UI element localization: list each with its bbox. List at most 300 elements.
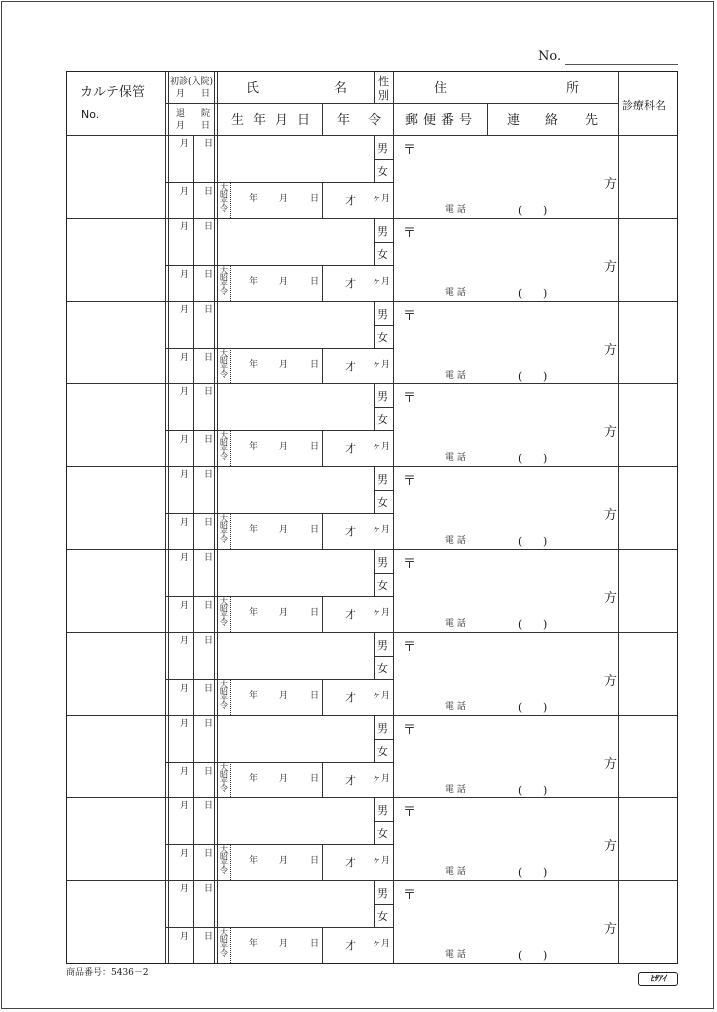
era-option[interactable]: 平: [220, 859, 228, 869]
row-sex-col-left: [374, 632, 375, 679]
table-row: [67, 383, 677, 466]
first-visit-month: 月: [180, 553, 190, 563]
phone-label: 電 話: [445, 701, 466, 712]
row-sex-col-left: [374, 466, 375, 513]
header-divider-address: [393, 103, 618, 104]
era-option[interactable]: 大: [220, 762, 228, 772]
discharge-day: 日: [204, 518, 214, 529]
age-years-unit: 才: [345, 856, 356, 870]
phone-paren-close: ): [543, 618, 548, 631]
address-header-2: 所: [566, 81, 580, 96]
postal-mark: 〒: [403, 308, 417, 324]
address-header-1: 住: [434, 81, 448, 96]
discharge-day-label: 日: [201, 121, 211, 131]
age-months-unit: ヶ月: [372, 608, 391, 618]
birth-month-unit: 月: [279, 525, 289, 536]
era-option[interactable]: 平: [220, 279, 228, 289]
age-years-unit: 才: [345, 525, 356, 539]
era-option[interactable]: 令: [220, 700, 228, 710]
discharge-day: 日: [204, 849, 214, 860]
birth-year-unit: 年: [249, 194, 259, 204]
row-sex-divider: [374, 739, 393, 740]
era-option[interactable]: 令: [220, 949, 228, 959]
row-sex-divider: [374, 821, 393, 822]
phone-paren-close: ): [543, 866, 548, 880]
era-option[interactable]: 昭: [220, 686, 228, 696]
sex-header-2: 別: [378, 89, 389, 102]
row-sex-col-left: [374, 880, 375, 927]
era-option[interactable]: 平: [220, 528, 228, 538]
era-option[interactable]: 昭: [220, 438, 228, 448]
birth-day-unit: 日: [310, 608, 320, 618]
age-months-unit: ヶ月: [372, 856, 391, 867]
first-visit-day: 日: [204, 470, 214, 481]
first-visit-day: 日: [204, 387, 214, 398]
first-visit-month: 月: [180, 635, 190, 646]
era-option[interactable]: 令: [220, 369, 228, 379]
birth-year-unit: 年: [249, 608, 259, 618]
phone-paren-open: (: [518, 949, 523, 963]
discharge-day: 日: [204, 187, 214, 197]
birth-year-unit: 年: [249, 276, 259, 287]
first-visit-day: 日: [204, 884, 214, 895]
age-header-0: 年: [337, 113, 351, 128]
honorific-label: 方: [604, 756, 618, 772]
sex-male-option[interactable]: 男: [377, 473, 388, 487]
honorific-label: 方: [604, 591, 618, 606]
postal-mark: 〒: [403, 474, 417, 490]
contact-header-2: 先: [585, 113, 599, 128]
age-header-1: 令: [368, 113, 382, 128]
postal-mark: 〒: [403, 639, 417, 655]
age-years-unit: 才: [345, 608, 356, 621]
first-visit-month-label: 月: [176, 89, 186, 99]
sex-female-option[interactable]: 女: [377, 165, 388, 178]
era-option[interactable]: 昭: [220, 355, 228, 365]
era-option[interactable]: 令: [220, 535, 228, 545]
discharge-month: 月: [180, 352, 190, 363]
first-visit-month: 月: [180, 801, 190, 812]
contact-header-0: 連: [507, 113, 521, 128]
row-sex-divider: [374, 325, 393, 326]
first-visit-month: 月: [180, 139, 190, 149]
era-option[interactable]: 平: [220, 611, 228, 620]
row-sex-divider: [374, 242, 393, 243]
phone-label: 電 話: [445, 287, 466, 298]
honorific-label: 方: [604, 425, 618, 441]
discharge-month: 月: [180, 518, 190, 529]
sex-female-option[interactable]: 女: [377, 744, 388, 758]
birth-year-unit: 年: [249, 939, 259, 950]
first-visit-month: 月: [180, 221, 190, 232]
sex-male-option[interactable]: 男: [377, 804, 388, 818]
row-mid-divider: [165, 348, 393, 349]
name-header-1: 氏: [246, 81, 260, 96]
first-visit-day: 日: [204, 635, 214, 646]
birth-month-unit: 月: [279, 608, 289, 618]
birth-day-unit: 日: [310, 856, 320, 867]
first-visit-day: 日: [204, 718, 214, 729]
phone-label: 電 話: [445, 453, 466, 464]
sex-male-option[interactable]: 男: [377, 638, 388, 652]
header-divider-sex-right: [393, 72, 394, 103]
row-era-divider: [230, 265, 231, 301]
first-visit-month: 月: [180, 884, 190, 895]
discharge-month: 月: [180, 766, 190, 777]
name-header-2: 名: [334, 81, 348, 96]
header-divider-name: [217, 103, 393, 104]
chart-storage-label: カルテ保管: [80, 85, 146, 100]
age-years-unit: 才: [345, 276, 356, 290]
first-visit-month: 月: [180, 470, 190, 481]
honorific-label: 方: [604, 839, 618, 855]
era-option[interactable]: 大: [220, 431, 228, 441]
honorific-label: 方: [604, 508, 618, 524]
sex-female-option[interactable]: 女: [377, 827, 388, 841]
row-sex-divider: [374, 490, 393, 491]
first-visit-day: 日: [204, 139, 214, 149]
phone-paren-open: (: [518, 783, 523, 797]
phone-paren-close: ): [543, 700, 548, 714]
header-divider-contact: [487, 103, 488, 135]
age-years-unit: 才: [345, 442, 356, 456]
row-sex-divider: [374, 573, 393, 574]
birth-day-unit: 日: [310, 276, 320, 287]
row-sex-divider: [374, 407, 393, 408]
discharge-day: 日: [204, 601, 214, 611]
era-option[interactable]: 昭: [220, 604, 228, 613]
honorific-label: 方: [604, 342, 618, 358]
phone-paren-open: (: [518, 866, 523, 880]
row-mid-divider: [165, 679, 393, 680]
table-row: [67, 632, 677, 715]
table-row: [67, 301, 677, 384]
document-number-field[interactable]: [565, 64, 678, 65]
row-birth-divider: [322, 348, 323, 384]
postal-header-0: 郵: [405, 113, 419, 128]
phone-label: 電 話: [445, 950, 466, 961]
row-sex-col-left: [374, 715, 375, 762]
postal-mark: 〒: [403, 143, 417, 158]
row-era-divider: [230, 513, 231, 549]
sex-male-option[interactable]: 男: [377, 887, 388, 901]
row-era-divider: [230, 762, 231, 798]
phone-paren-close: ): [543, 783, 548, 797]
sex-female-option[interactable]: 女: [377, 496, 388, 510]
phone-label: 電 話: [445, 867, 466, 878]
brand-logo-text: ﾋｻｱｲ: [650, 974, 666, 983]
era-option[interactable]: 大: [220, 679, 228, 689]
age-months-unit: ヶ月: [372, 690, 391, 701]
row-birth-divider: [322, 513, 323, 549]
phone-paren-open: (: [518, 452, 523, 466]
era-option[interactable]: 昭: [220, 521, 228, 531]
table-row: [67, 466, 677, 549]
sex-male-option[interactable]: 男: [377, 721, 388, 735]
era-option[interactable]: 平: [220, 445, 228, 455]
sex-male-option[interactable]: 男: [377, 390, 388, 404]
postal-mark: 〒: [403, 888, 417, 904]
row-mid-divider: [165, 762, 393, 763]
era-option[interactable]: 大: [220, 845, 228, 855]
sex-female-option[interactable]: 女: [377, 413, 388, 427]
phone-paren-open: (: [518, 535, 523, 549]
row-birth-divider: [322, 430, 323, 466]
table-row: [67, 797, 677, 880]
era-options: [219, 267, 229, 295]
birth-year-unit: 年: [249, 525, 259, 536]
era-option[interactable]: 平: [220, 776, 228, 786]
age-months-unit: ヶ月: [372, 442, 391, 453]
row-sex-col-left: [374, 549, 375, 596]
era-option[interactable]: 大: [220, 597, 228, 606]
birth-year-unit: 年: [249, 773, 259, 784]
phone-label: 電 話: [445, 536, 466, 547]
birth-month-unit: 月: [279, 856, 289, 867]
sex-male-option[interactable]: 男: [377, 224, 388, 238]
discharge-label-left: 退: [176, 109, 186, 119]
phone-paren-close: ): [543, 452, 548, 466]
birth-month-unit: 月: [279, 359, 289, 370]
era-option[interactable]: 大: [220, 183, 228, 192]
first-visit-day-label: 日: [201, 89, 211, 99]
first-visit-label: 初診(入院): [170, 77, 214, 87]
birth-day-unit: 日: [310, 939, 320, 950]
era-option[interactable]: 昭: [220, 769, 228, 779]
birth-month-unit: 月: [279, 690, 289, 701]
era-option[interactable]: 昭: [220, 190, 228, 199]
sex-female-option[interactable]: 女: [377, 330, 388, 344]
age-years-unit: 才: [345, 773, 356, 787]
row-sex-col-left: [374, 301, 375, 348]
sex-male-option[interactable]: 男: [377, 307, 388, 321]
birth-month-unit: 月: [279, 442, 289, 453]
phone-label: 電 話: [445, 619, 466, 629]
sex-male-option[interactable]: 男: [377, 556, 388, 569]
phone-paren-close: ): [543, 535, 548, 549]
birth-day-unit: 日: [310, 690, 320, 701]
first-visit-month: 月: [180, 387, 190, 398]
age-years-unit: 才: [345, 194, 356, 207]
birth-year-unit: 年: [249, 442, 259, 453]
header-divider-age: [322, 103, 323, 135]
row-sex-divider: [374, 656, 393, 657]
first-visit-day: 日: [204, 553, 214, 563]
header-divider-sex-left: [374, 72, 375, 103]
era-option[interactable]: 昭: [220, 852, 228, 862]
era-options: [219, 350, 229, 378]
discharge-month: 月: [180, 849, 190, 860]
era-option[interactable]: 大: [220, 265, 228, 275]
document-number-label: No.: [538, 49, 562, 64]
era-option[interactable]: 令: [220, 783, 228, 793]
row-sex-col-left: [374, 135, 375, 182]
age-months-unit: ヶ月: [372, 359, 391, 370]
era-option[interactable]: 平: [220, 362, 228, 372]
birth-month-unit: 月: [279, 773, 289, 784]
row-birth-divider: [322, 182, 323, 218]
row-era-divider: [230, 182, 231, 218]
postal-mark: 〒: [403, 391, 417, 407]
era-option[interactable]: 令: [220, 866, 228, 876]
row-era-divider: [230, 844, 231, 880]
discharge-label-right: 院: [201, 109, 211, 119]
table-row: [67, 880, 677, 963]
sex-female-option[interactable]: 女: [377, 910, 388, 924]
age-years-unit: 才: [345, 690, 356, 704]
birth-month-unit: 月: [279, 276, 289, 287]
discharge-month: 月: [180, 601, 190, 611]
row-birth-divider: [322, 844, 323, 880]
era-options: [219, 929, 229, 957]
era-options: [219, 432, 229, 460]
sex-female-option[interactable]: 女: [377, 247, 388, 261]
row-mid-divider: [165, 844, 393, 845]
table-row: [67, 715, 677, 798]
row-era-divider: [230, 430, 231, 466]
discharge-day: 日: [204, 435, 214, 446]
birth-month-unit: 月: [279, 194, 289, 204]
birth-header-3: 日: [297, 113, 311, 128]
sex-header-1: 性: [378, 75, 389, 88]
birth-header-0: 生: [231, 113, 245, 128]
row-sex-col-left: [374, 797, 375, 844]
discharge-month: 月: [180, 932, 190, 943]
age-months-unit: ヶ月: [372, 939, 391, 950]
row-era-divider: [230, 679, 231, 715]
first-visit-month: 月: [180, 718, 190, 729]
row-sex-divider: [374, 904, 393, 905]
era-option[interactable]: 昭: [220, 935, 228, 945]
era-options: [219, 846, 229, 874]
phone-paren-close: ): [543, 949, 548, 963]
row-era-divider: [230, 348, 231, 384]
era-option[interactable]: 平: [220, 942, 228, 952]
row-mid-divider: [165, 182, 393, 183]
row-birth-divider: [322, 927, 323, 963]
chart-no-label: No.: [81, 108, 100, 121]
era-option[interactable]: 大: [220, 928, 228, 938]
age-months-unit: ヶ月: [372, 525, 391, 536]
row-birth-divider: [322, 679, 323, 715]
phone-label: 電 話: [445, 370, 466, 381]
age-months-unit: ヶ月: [372, 194, 391, 204]
phone-paren-close: ): [543, 369, 548, 383]
brand-logo: [638, 972, 678, 986]
era-option[interactable]: 令: [220, 286, 228, 296]
era-option[interactable]: 平: [220, 197, 228, 206]
first-visit-month: 月: [180, 304, 190, 315]
discharge-month-label: 月: [176, 121, 186, 131]
era-options: [219, 681, 229, 709]
birth-day-unit: 日: [310, 194, 320, 204]
phone-paren-open: (: [518, 369, 523, 383]
era-option[interactable]: 昭: [220, 272, 228, 282]
birth-header-1: 年: [253, 113, 267, 128]
age-months-unit: ヶ月: [372, 773, 391, 784]
birth-year-unit: 年: [249, 690, 259, 701]
postal-mark: 〒: [403, 722, 417, 738]
sex-male-option[interactable]: 男: [377, 142, 388, 155]
first-visit-day: 日: [204, 304, 214, 315]
phone-paren-close: ): [543, 286, 548, 300]
birth-year-unit: 年: [249, 359, 259, 370]
birth-day-unit: 日: [310, 442, 320, 453]
postal-mark: 〒: [403, 225, 417, 241]
discharge-day: 日: [204, 766, 214, 777]
row-mid-divider: [165, 265, 393, 266]
phone-paren-open: (: [518, 618, 523, 631]
discharge-day: 日: [204, 352, 214, 363]
birth-year-unit: 年: [249, 856, 259, 867]
phone-paren-open: (: [518, 286, 523, 300]
phone-label: 電 話: [445, 205, 466, 215]
era-options: [219, 764, 229, 792]
discharge-month: 月: [180, 269, 190, 280]
postal-mark: 〒: [403, 805, 417, 821]
discharge-day: 日: [204, 683, 214, 694]
table-row: [67, 218, 677, 301]
row-mid-divider: [165, 596, 393, 597]
postal-header-2: 番: [441, 113, 455, 128]
era-options: [219, 184, 229, 212]
phone-paren-close: ): [543, 204, 548, 217]
era-option[interactable]: 大: [220, 514, 228, 524]
first-visit-day: 日: [204, 221, 214, 232]
row-sex-divider: [374, 159, 393, 160]
row-era-divider: [230, 927, 231, 963]
postal-mark: 〒: [403, 557, 417, 572]
postal-header-1: 便: [423, 113, 437, 128]
discharge-month: 月: [180, 683, 190, 694]
sex-female-option[interactable]: 女: [377, 579, 388, 592]
era-option[interactable]: 令: [220, 452, 228, 462]
discharge-month: 月: [180, 187, 190, 197]
era-options: [219, 515, 229, 543]
discharge-month: 月: [180, 435, 190, 446]
birth-header-2: 月: [275, 113, 289, 128]
row-sex-col-left: [374, 383, 375, 430]
era-option[interactable]: 令: [220, 618, 228, 627]
phone-label: 電 話: [445, 784, 466, 795]
discharge-day: 日: [204, 269, 214, 280]
header-divider-dates: [165, 103, 217, 104]
phone-paren-open: (: [518, 700, 523, 714]
birth-day-unit: 日: [310, 359, 320, 370]
era-option[interactable]: 平: [220, 693, 228, 703]
department-header: 診療科名: [622, 99, 666, 112]
birth-month-unit: 月: [279, 939, 289, 950]
row-mid-divider: [165, 430, 393, 431]
honorific-label: 方: [604, 177, 618, 192]
first-visit-day: 日: [204, 801, 214, 812]
contact-header-1: 絡: [545, 113, 559, 128]
patient-register-form: [66, 71, 678, 964]
row-birth-divider: [322, 596, 323, 632]
row-mid-divider: [165, 927, 393, 928]
product-number: 商品番号：5436－2: [66, 968, 149, 978]
row-era-divider: [230, 596, 231, 632]
postal-header-3: 号: [459, 113, 473, 128]
age-months-unit: ヶ月: [372, 276, 391, 287]
era-option[interactable]: 大: [220, 348, 228, 358]
era-option[interactable]: 令: [220, 204, 228, 213]
discharge-day: 日: [204, 932, 214, 943]
row-birth-divider: [322, 265, 323, 301]
era-options: [219, 598, 229, 626]
sex-female-option[interactable]: 女: [377, 661, 388, 675]
age-years-unit: 才: [345, 939, 356, 953]
